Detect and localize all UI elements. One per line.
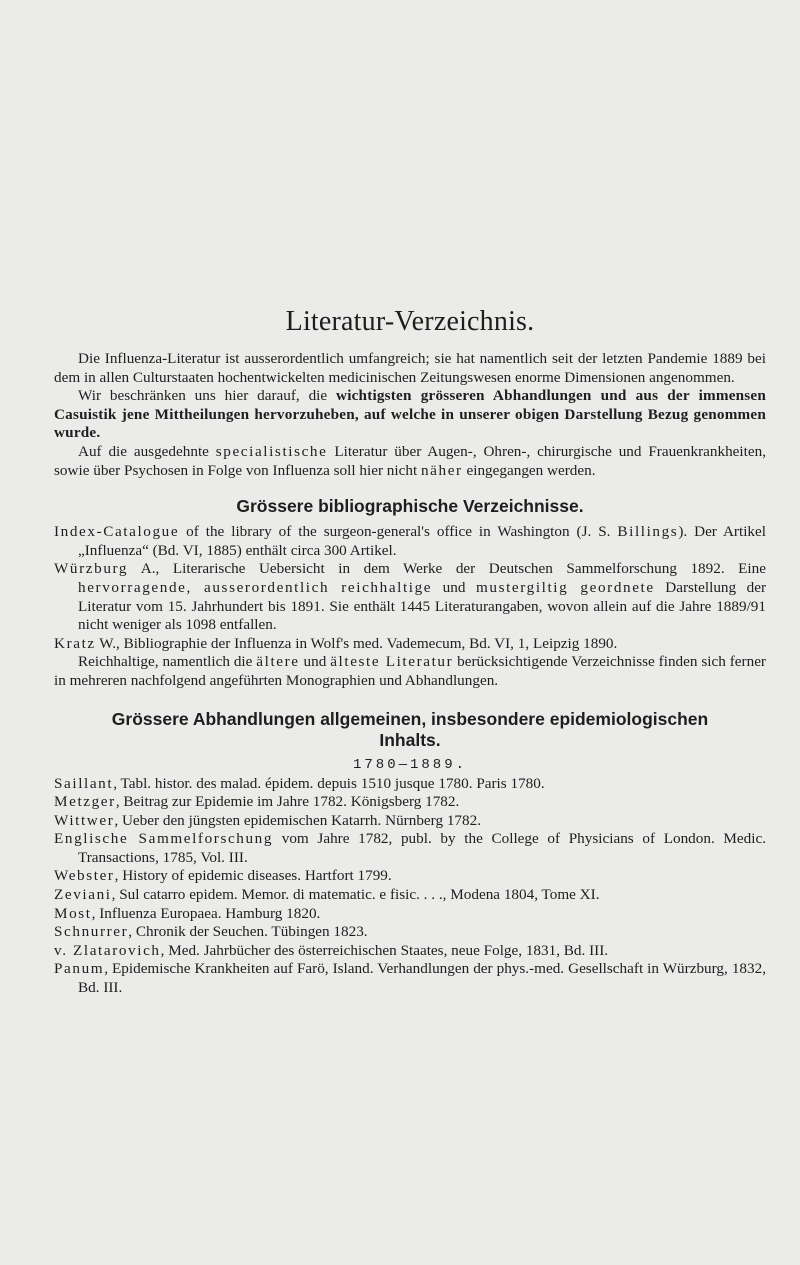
entry-author: Panum xyxy=(54,960,105,978)
treatise-entry xyxy=(54,942,766,961)
entry-text: , History of epidemic diseases. Hartfort 1799. xyxy=(114,867,392,885)
entry-author: Wittwer xyxy=(54,811,115,829)
entry-text: A., Literarische Uebersicht in dem Werke der Deutschen Sammelforschung 1892. Eine xyxy=(128,560,766,578)
entry-text: , Med. Jahrbücher des österreichischen Staates, neue Folge, 1831, Bd. III. xyxy=(160,941,609,959)
note-text: berücksichtigende Verzeichnisse finden sich ferner in mehreren nachfolgend angeführten Monographien und Abhandlungen. xyxy=(54,653,766,689)
treatise-list xyxy=(54,775,766,998)
entry-text: , Tabl. histor. des malad. épidem. depuis 1510 jusque 1780. Paris 1780. xyxy=(113,774,545,792)
entry-author: Index-Catalogue xyxy=(54,523,180,541)
treatise-entry xyxy=(54,793,766,812)
intro-paragraph-2 xyxy=(54,387,766,443)
entry-text: , Ueber den jüngsten epidemischen Katarrh. Nürnberg 1782. xyxy=(114,811,482,829)
intro-paragraph-1: Die Influenza-Literatur ist ausserordentlich umfangreich; sie hat namentlich seit der letzten Pandemie 1889 bei dem in allen Culturstaaten hochentwickelten medicinischen Zeitungswesen enorme Dimensionen angenommen. xyxy=(54,350,766,386)
entry-text: , Epidemische Krankheiten auf Farö, Island. Verhandlungen der phys.-med. Gesellschaft in Würzburg, 1832, Bd. III. xyxy=(78,960,766,997)
bibliography-entry xyxy=(54,523,766,560)
entry-author: Billings xyxy=(617,523,679,541)
entry-author: Saillant xyxy=(54,774,114,792)
section-heading-line-2: Inhalts. xyxy=(379,729,441,750)
entry-text: , Influenza Europaea. Hamburg 1820. xyxy=(91,904,321,922)
entry-author: Englische Sammelforschung xyxy=(54,830,274,848)
intro-p3-spaced-b: näher xyxy=(420,461,463,479)
intro-p2-bold: wichtigsten grösseren Abhandlungen und aus der immensen Casuistik jene Mittheilungen hervorzuheben, auf welche in unserer obigen Darstellung Bezug genommen wurde. xyxy=(54,387,767,442)
page-title: Literatur-Verzeichnis. xyxy=(285,306,535,337)
note-text: und xyxy=(299,653,331,671)
treatise-entry xyxy=(54,830,766,867)
section-heading-treatises xyxy=(54,709,766,751)
entry-text: und xyxy=(432,578,476,596)
intro-p3-text-a: Auf die ausgedehnte xyxy=(78,442,216,460)
intro-paragraph-3 xyxy=(54,443,766,480)
entry-author: Webster xyxy=(54,867,115,885)
entry-text: W., Bibliographie der Influenza in Wolf's med. Vademecum, Bd. VI, 1, Leipzig 1890. xyxy=(95,634,618,652)
entry-text: of the library of the surgeon-general's office in Washington (J. S. xyxy=(179,523,618,541)
treatise-entry xyxy=(54,905,766,924)
period-subheading: 1780—1889. xyxy=(352,756,467,773)
entry-text: ). Der Artikel „Influenza“ (Bd. VI, 1885) enthält circa 300 Artikel. xyxy=(78,523,766,559)
entry-author: v. Zlatarovich xyxy=(54,941,161,959)
treatise-entry xyxy=(54,960,766,997)
treatise-entry xyxy=(54,812,766,831)
page-content xyxy=(54,306,766,998)
note-emphasis: älteste Literatur xyxy=(330,653,454,671)
entry-author: Kratz xyxy=(54,634,96,652)
treatise-entry xyxy=(54,886,766,905)
note-emphasis: ältere xyxy=(256,653,300,671)
bibliography-entry xyxy=(54,560,766,634)
entry-text: Darstellung der Literatur vom 15. Jahrhundert bis 1891. Sie enthält 1445 Literaturangaben, wovon allein auf die Jahre 1889/91 nicht weniger als 1098 entfallen. xyxy=(78,578,767,634)
section-heading-line-1: Grössere Abhandlungen allgemeinen, insbesondere epidemiologischen xyxy=(111,708,709,729)
entry-text: , Sul catarro epidem. Memor. di matematic. e fisic. . . ., Modena 1804, Tome XI. xyxy=(111,886,600,904)
bibliography-note xyxy=(54,653,766,690)
entry-author: Most xyxy=(54,904,92,922)
treatise-entry xyxy=(54,923,766,942)
treatise-entry xyxy=(54,775,766,794)
entry-text: , Chronik der Seuchen. Tübingen 1823. xyxy=(128,923,368,941)
entry-emphasis: mustergiltig geordnete xyxy=(475,578,655,596)
intro-p3-text-b: Literatur über Augen-, Ohren-, chirurgische und Frauenkrankheiten, sowie über Psychosen in Folge von Influenza soll hier nicht xyxy=(54,442,766,479)
intro-p3-spaced-a: specialistische xyxy=(215,442,328,460)
intro-p2-text: Wir beschränken uns hier darauf, die xyxy=(78,387,337,405)
intro-p3-text-c: eingegangen werden. xyxy=(462,461,596,479)
entry-emphasis: hervorragende, ausserordentlich reichhaltige xyxy=(78,578,433,596)
entry-author: Schnurrer xyxy=(54,923,129,941)
entry-text: , Beitrag zur Epidemie im Jahre 1782. Königsberg 1782. xyxy=(115,793,460,811)
entry-author: Würzburg xyxy=(54,560,129,578)
entry-author: Zeviani xyxy=(54,886,112,904)
entry-author: Metzger xyxy=(54,793,116,811)
note-text: Reichhaltige, namentlich die xyxy=(78,653,257,671)
bibliography-entry xyxy=(54,635,766,654)
treatise-entry xyxy=(54,867,766,886)
section-heading-bibliographies: Grössere bibliographische Verzeichnisse. xyxy=(236,496,584,517)
entry-text: vom Jahre 1782, publ. by the College of Physicians of London. Medic. Transactions, 1785, Vol. III. xyxy=(78,830,767,866)
